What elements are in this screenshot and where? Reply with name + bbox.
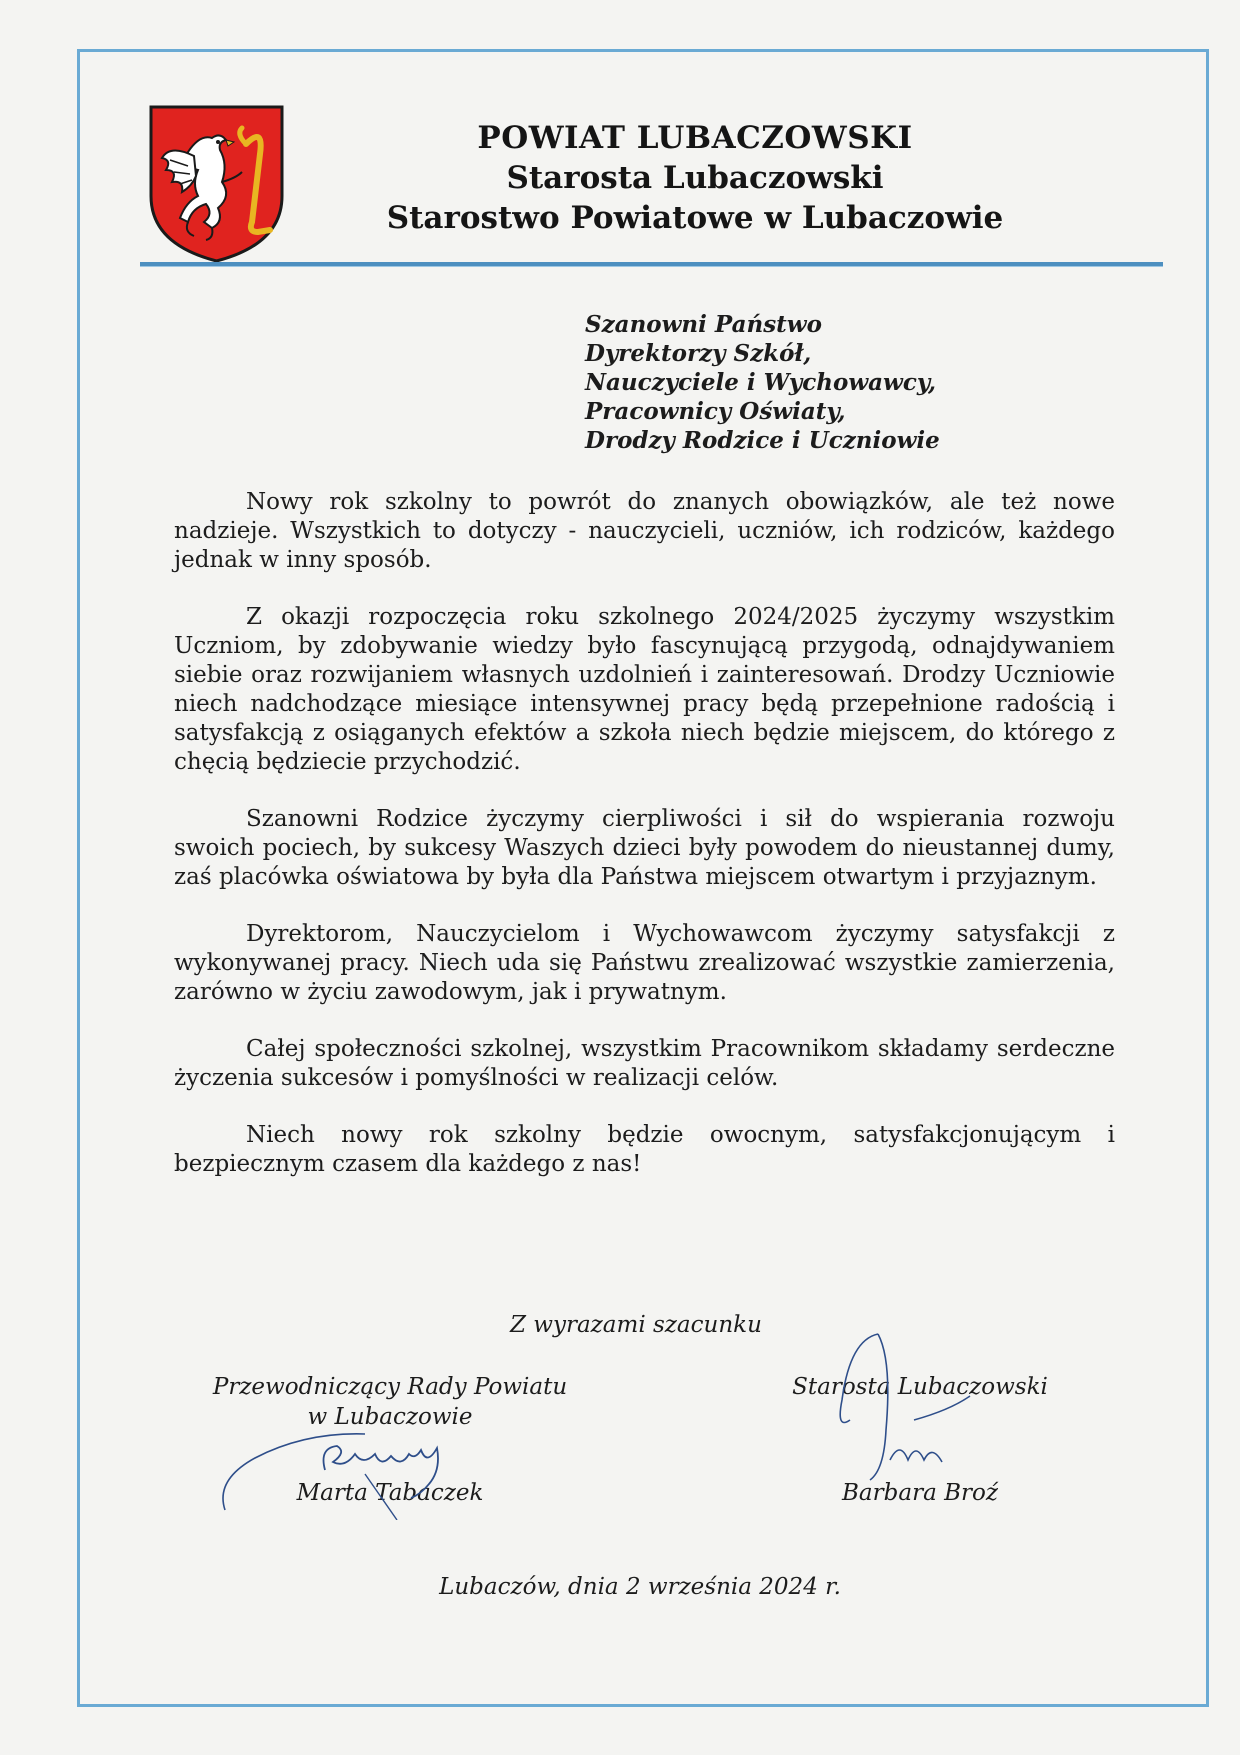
salutation-line: Drodzy Rodzice i Uczniowie: [585, 427, 940, 454]
paragraph: Dyrektorom, Nauczycielom i Wychowawcom życzymy satysfakcji z wykonywanej pracy. Niech uda się Państwu zrealizować wszystkie zamierzenia, zarówno w życiu zawodowym, jak i prywatnym.: [174, 921, 1115, 1005]
header-office: Starostwo Powiatowe w Lubaczowie: [386, 200, 1004, 236]
header-starosta: Starosta Lubaczowski: [506, 160, 884, 196]
letter-body: [174, 488, 1115, 1207]
coat-of-arms-griffin-icon: [148, 104, 285, 264]
salutation-line: Nauczyciele i Wychowawcy,: [585, 369, 937, 396]
header-divider: [140, 262, 1163, 266]
signatory-title: w Lubaczowie: [307, 1404, 473, 1430]
signatory-title: Starosta Lubaczowski: [792, 1374, 1048, 1400]
signature-block-starosta: [765, 1372, 1075, 1508]
paragraph: Niech nowy rok szkolny będzie owocnym, satysfakcjonującym i bezpiecznym czasem dla każdego z nas!: [174, 1122, 1115, 1177]
letter-date: Lubaczów, dnia 2 września 2024 r.: [439, 1574, 841, 1600]
signatory-title: Przewodniczący Rady Powiatu: [212, 1374, 568, 1400]
paragraph: Całej społeczności szkolnej, wszystkim Pracownikom składamy serdeczne życzenia sukcesów i pomyślności w realizacji celów.: [174, 1036, 1115, 1091]
salutation-line: Pracownicy Oświaty,: [585, 398, 846, 425]
paragraph: Z okazji rozpoczęcia roku szkolnego 2024/2025 życzymy wszystkim Uczniom, by zdobywanie wiedzy było fascynującą przygodą, odnajdywaniem siebie oraz rozwijaniem własnych uzdolnień i zainteresowań. Drodzy Uczniowie niech nadchodzące miesiące intensywnej pracy będą przepełnione radością i satysfakcją z osiąganych efektów a szkoła niech będzie miejscem, do którego z chęcią będziecie przychodzić.: [174, 604, 1115, 775]
signatory-name: Marta Tabaczek: [296, 1480, 484, 1506]
salutation: [585, 310, 940, 455]
paragraph: Szanowni Rodzice życzymy cierpliwości i sił do wspierania rozwoju swoich pociech, by sukcesy Waszych dzieci były powodem do nieustannej dumy, zaś placówka oświatowa by była dla Państwa miejscem otwartym i przyjaznym.: [174, 806, 1115, 890]
header-county: POWIAT LUBACZOWSKI: [477, 120, 913, 156]
closing-phrase: Z wyrazami szacunku: [510, 1312, 762, 1338]
signature-block-council-chair: [195, 1372, 585, 1508]
salutation-line: Szanowni Państwo: [585, 311, 822, 338]
signatory-name: Barbara Broź: [842, 1480, 998, 1506]
salutation-line: Dyrektorzy Szkół,: [585, 340, 812, 367]
paragraph: Nowy rok szkolny to powrót do znanych obowiązków, ale też nowe nadzieje. Wszystkich to dotyczy - nauczycieli, uczniów, ich rodziców, każdego jednak w inny sposób.: [174, 489, 1115, 573]
letterhead: [300, 118, 1090, 238]
